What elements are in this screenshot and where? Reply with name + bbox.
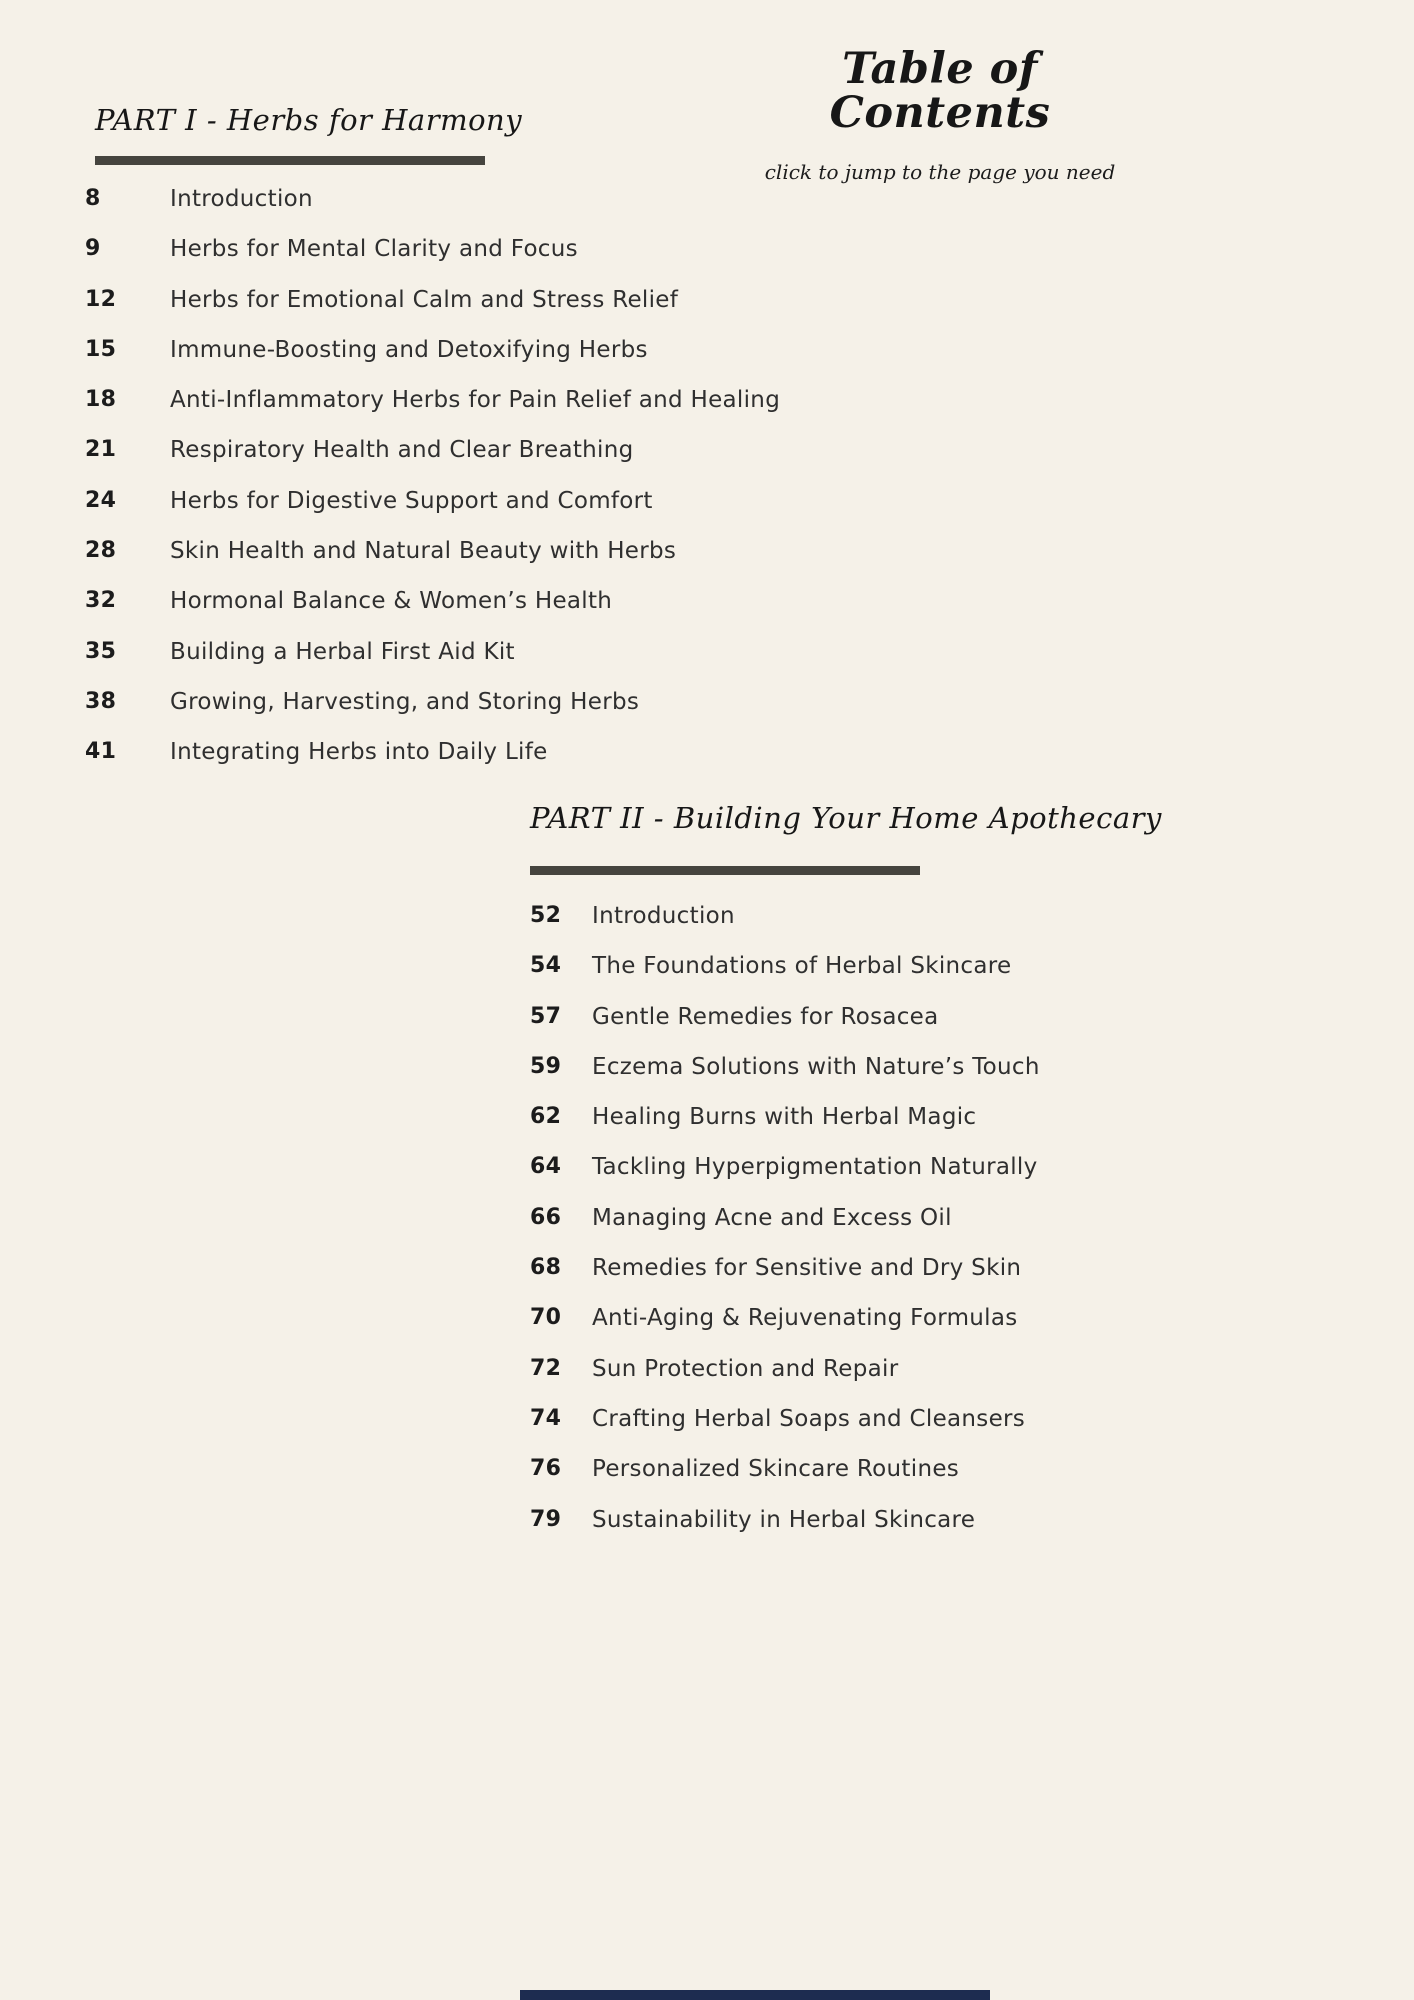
toc-entry[interactable] (85, 387, 865, 437)
toc-entry-title: Anti-Inflammatory Herbs for Pain Relief and Healing (170, 387, 781, 414)
toc-entry-page-number: 38 (85, 688, 117, 714)
toc-entry[interactable] (85, 186, 865, 236)
toc-entry[interactable] (530, 1456, 1130, 1506)
toc-entry-page-number: 59 (530, 1053, 562, 1079)
toc-entry[interactable] (85, 538, 865, 588)
toc-entry-title: Growing, Harvesting, and Storing Herbs (170, 688, 640, 715)
toc-entry-page-number: 15 (85, 336, 117, 362)
toc-entry-page-number: 32 (85, 588, 117, 614)
part-1-entry-list (85, 186, 865, 790)
toc-entry-title: Gentle Remedies for Rosacea (592, 1003, 939, 1030)
toc-entry-title: Crafting Herbal Soaps and Cleansers (592, 1405, 1026, 1432)
toc-entry-page-number: 9 (85, 236, 101, 262)
toc-entry-title: Personalized Skincare Routines (592, 1456, 960, 1483)
toc-entry-page-number: 24 (85, 487, 117, 513)
toc-entry-title: Herbs for Mental Clarity and Focus (170, 236, 578, 263)
toc-entry-page-number: 41 (85, 739, 117, 765)
part-2-divider (530, 866, 920, 875)
part-2-heading: PART II - Building Your Home Apothecary (530, 801, 1162, 835)
toc-entry[interactable] (530, 1054, 1130, 1104)
toc-entry-title: Herbs for Digestive Support and Comfort (170, 487, 653, 514)
toc-entry[interactable] (85, 588, 865, 638)
toc-entry-page-number: 8 (85, 186, 101, 211)
toc-entry-page-number: 68 (530, 1255, 562, 1281)
toc-entry-title: Integrating Herbs into Daily Life (170, 739, 548, 766)
toc-entry-page-number: 28 (85, 538, 117, 564)
toc-entry[interactable] (530, 1154, 1130, 1204)
toc-entry[interactable] (530, 1356, 1130, 1406)
toc-entry[interactable] (530, 1104, 1130, 1154)
toc-entry-page-number: 64 (530, 1154, 562, 1180)
toc-entry[interactable] (530, 1305, 1130, 1355)
toc-entry[interactable] (530, 1255, 1130, 1305)
toc-entry-title: Immune-Boosting and Detoxifying Herbs (170, 336, 648, 363)
toc-entry[interactable] (85, 337, 865, 387)
toc-entry-page-number: 66 (530, 1204, 562, 1230)
toc-entry-title: Sustainability in Herbal Skincare (592, 1506, 976, 1533)
toc-entry-page-number: 18 (85, 387, 117, 413)
toc-entry-title: Eczema Solutions with Nature’s Touch (592, 1053, 1040, 1080)
toc-entry-title: Herbs for Emotional Calm and Stress Relief (170, 286, 679, 313)
footer-accent-bar (520, 1990, 990, 2000)
toc-entry-page-number: 72 (530, 1355, 562, 1381)
toc-entry-page-number: 62 (530, 1104, 562, 1130)
page-title-line1: Table of (842, 44, 1038, 94)
toc-entry[interactable] (530, 953, 1130, 1003)
toc-entry-page-number: 57 (530, 1003, 562, 1029)
toc-entry[interactable] (85, 287, 865, 337)
toc-entry[interactable] (85, 488, 865, 538)
toc-entry[interactable] (85, 639, 865, 689)
toc-entry-title: Hormonal Balance & Women’s Health (170, 588, 613, 615)
toc-entry-page-number: 79 (530, 1506, 562, 1532)
toc-entry[interactable] (85, 689, 865, 739)
toc-entry-page-number: 70 (530, 1305, 562, 1331)
toc-entry-title: Healing Burns with Herbal Magic (592, 1104, 977, 1131)
page-title (770, 44, 1110, 138)
toc-entry-title: Introduction (170, 186, 313, 212)
toc-entry-page-number: 21 (85, 437, 117, 463)
toc-entry-title: Tackling Hyperpigmentation Naturally (592, 1154, 1038, 1181)
toc-entry-title: Skin Health and Natural Beauty with Herbs (170, 538, 677, 565)
toc-entry[interactable] (85, 236, 865, 286)
toc-entry-page-number: 52 (530, 903, 562, 928)
toc-entry-title: The Foundations of Herbal Skincare (592, 953, 1012, 980)
toc-entry[interactable] (530, 1004, 1130, 1054)
toc-entry-page-number: 76 (530, 1456, 562, 1482)
toc-entry[interactable] (530, 1205, 1130, 1255)
toc-entry[interactable] (530, 1406, 1130, 1456)
toc-entry-page-number: 54 (530, 953, 562, 979)
toc-entry-title: Building a Herbal First Aid Kit (170, 638, 515, 665)
toc-entry-page-number: 12 (85, 286, 117, 312)
toc-entry[interactable] (530, 1507, 1130, 1557)
toc-entry-title: Introduction (592, 903, 735, 929)
toc-entry-page-number: 74 (530, 1405, 562, 1431)
toc-entry-title: Anti-Aging & Rejuvenating Formulas (592, 1305, 1018, 1332)
part-1-heading: PART I - Herbs for Harmony (95, 103, 523, 137)
toc-entry-title: Sun Protection and Repair (592, 1355, 899, 1382)
part-1-divider (95, 156, 485, 165)
toc-entry[interactable] (530, 903, 1130, 953)
part-2-entry-list (530, 903, 1130, 1557)
toc-entry-page-number: 35 (85, 638, 117, 664)
toc-entry-title: Remedies for Sensitive and Dry Skin (592, 1255, 1022, 1282)
toc-entry[interactable] (85, 739, 865, 789)
toc-entry-title: Respiratory Health and Clear Breathing (170, 437, 634, 464)
page-title-line2: Contents (829, 87, 1051, 138)
toc-entry-title: Managing Acne and Excess Oil (592, 1204, 952, 1231)
page-subtitle: click to jump to the page you need (764, 160, 1116, 184)
toc-entry[interactable] (85, 437, 865, 487)
